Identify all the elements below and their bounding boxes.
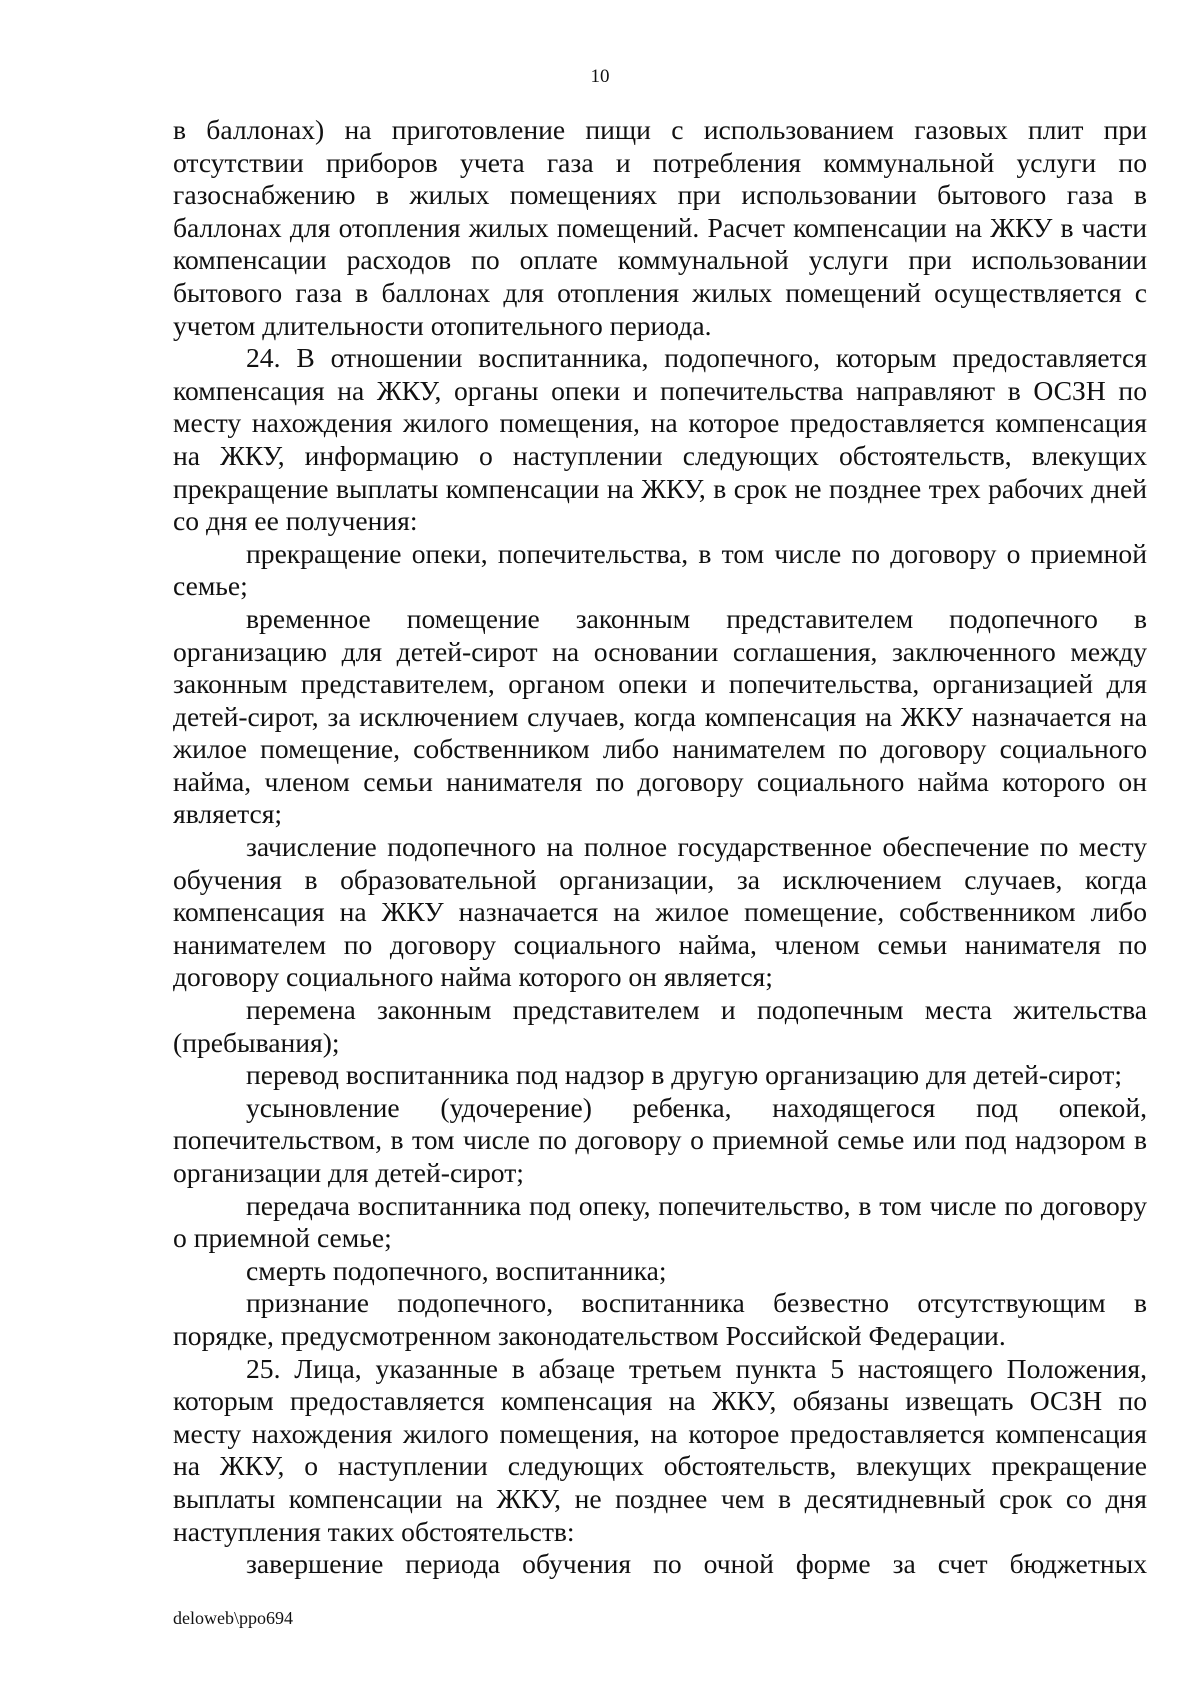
clause-24-item-state-support-enrollment: зачисление подопечного на полное государственное обеспечение по месту обучения в образовательной организации, за исключением случаев, когда компенсация на ЖКУ назначается на жилое помещение, собственником либо нанимателем по договору социального найма, членом семьи нанимателя по договору социального найма которого он является; [173,831,1147,993]
clause-24-item-missing-person: признание подопечного, воспитанника безвестно отсутствующим в порядке, предусмотренном законодательством Российской Федерации. [173,1287,1147,1351]
clause-24-item-temporary-placement: временное помещение законным представителем подопечного в организацию для детей-сирот на основании соглашения, заключенного между законным представителем, органом опеки и попечительства, организацией для детей-сирот, за исключением случаев, когда компенсация на ЖКУ назначается на жилое помещение, собственником либо нанимателем по договору социального найма, членом семьи нанимателя по договору социального найма которого он является; [173,602,1147,830]
paragraph-clause-25: 25. Лица, указанные в абзаце третьем пункта 5 настоящего Положения, которым предоставляется компенсация на ЖКУ, обязаны извещать ОСЗН по месту нахождения жилого помещения, на которое предоставляется компенсация на ЖКУ, о наступлении следующих обстоятельств, влекущих прекращение выплаты компенсации на ЖКУ, не позднее чем в десятидневный срок со дня наступления таких обстоятельств: [173,1352,1147,1547]
clause-24-item-transfer-guardianship: передача воспитанника под опеку, попечительство, в том числе по договору о приемной семье; [173,1189,1147,1254]
clause-24-item-transfer-supervision: перевод воспитанника под надзор в другую организацию для детей-сирот; [246,1059,1122,1091]
paragraph-continuation: в баллонах) на приготовление пищи с использованием газовых плит при отсутствии приборов учета газа и потребления коммунальной услуги по газоснабжению в жилых помещениях при использовании бытового газа в баллонах для отопления жилых помещений. Расчет компенсации на ЖКУ в части компенсации расходов по оплате коммунальной услуги при использовании бытового газа в баллонах для отопления жилых помещений осуществляется с учетом длительности отопительного периода. [173,114,1147,341]
page-number: 10 [590,66,610,87]
clause-24-item-death: смерть подопечного, воспитанника; [246,1254,667,1286]
document-footer-code: deloweb\ppo694 [173,1608,293,1628]
paragraph-clause-24: 24. В отношении воспитанника, подопечного, которым предоставляется компенсация на ЖКУ, органы опеки и попечительства направляют в ОСЗН по месту нахождения жилого помещения, на которое предоставляется компенсация на ЖКУ, информацию о наступлении следующих обстоятельств, влекущих прекращение выплаты компенсации на ЖКУ, в срок не позднее трех рабочих дней со дня ее получения: [173,342,1147,537]
document-body [173,114,1147,1581]
clause-24-item-termination-guardianship: прекращение опеки, попечительства, в том числе по договору о приемной семье; [173,537,1147,602]
clause-24-item-change-of-residence: перемена законным представителем и подопечным места жительства (пребывания); [173,994,1147,1058]
clause-25-item-study-completion: завершение периода обучения по очной форме за счет бюджетных [246,1548,1147,1580]
clause-24-item-adoption: усыновление (удочерение) ребенка, находящегося под опекой, попечительством, в том числе по договору о приемной семье или под надзором в организации для детей-сирот; [173,1091,1147,1188]
